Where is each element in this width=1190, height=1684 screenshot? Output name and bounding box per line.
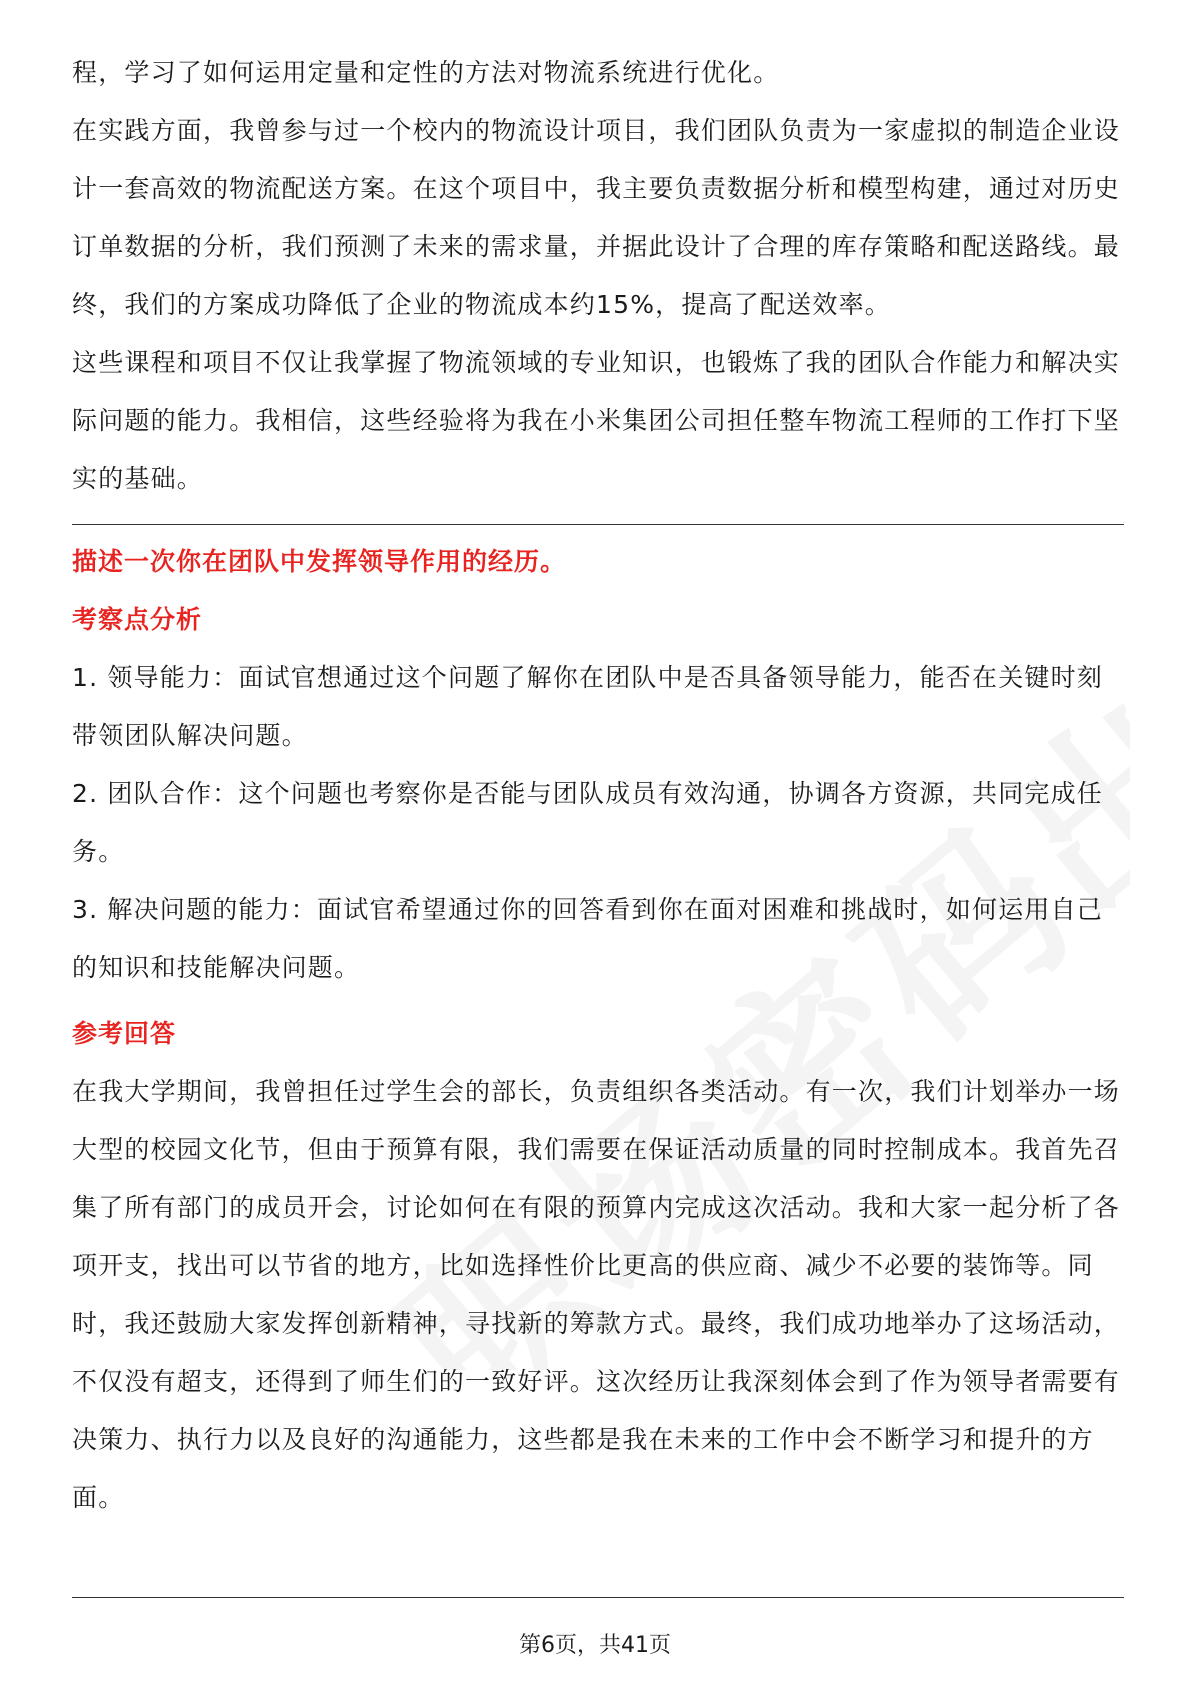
- question-title: 描述一次你在团队中发挥领导作用的经历。: [72, 547, 567, 576]
- page-number: 第6页，共41页: [519, 1633, 671, 1658]
- intro-paragraph-3: 这些课程和项目不仅让我掌握了物流领域的专业知识，也锻炼了我的团队合作能力和解决实际问题的能力。我相信，这些经验将为我在小米集团公司担任整车物流工程师的工作打下坚实的基础。: [72, 348, 1121, 493]
- analysis-heading: 考察点分析: [72, 605, 203, 634]
- intro-paragraph-1: 程，学习了如何运用定量和定性的方法对物流系统进行优化。: [72, 58, 780, 87]
- document-body: [72, 44, 1124, 1527]
- analysis-point-3: 3. 解决问题的能力：面试官希望通过你的回答看到你在面对困难和挑战时，如何运用自己的知识和技能解决问题。: [72, 895, 1104, 982]
- section-divider: [72, 524, 1124, 525]
- analysis-point-1: 1. 领导能力：面试官想通过这个问题了解你在团队中是否具备领导能力，能否在关键时刻带领团队解决问题。: [72, 663, 1104, 750]
- footer-divider: [72, 1597, 1124, 1598]
- intro-paragraph-2: 在实践方面，我曾参与过一个校内的物流设计项目，我们团队负责为一家虚拟的制造企业设计一套高效的物流配送方案。在这个项目中，我主要负责数据分析和模型构建，通过对历史订单数据的分析，我们预测了未来的需求量，并据此设计了合理的库存策略和配送路线。最终，我们的方案成功降低了企业的物流成本约15%，提高了配送效率。: [72, 116, 1121, 319]
- analysis-point-2: 2. 团队合作：这个问题也考察你是否能与团队成员有效沟通，协调各方资源，共同完成任务。: [72, 779, 1104, 866]
- answer-paragraph: 在我大学期间，我曾担任过学生会的部长，负责组织各类活动。有一次，我们计划举办一场大型的校园文化节，但由于预算有限，我们需要在保证活动质量的同时控制成本。我首先召集了所有部门的成员开会，讨论如何在有限的预算内完成这次活动。我和大家一起分析了各项开支，找出可以节省的地方，比如选择性价比更高的供应商、减少不必要的装饰等。同时，我还鼓励大家发挥创新精神，寻找新的筹款方式。最终，我们成功地举办了这场活动，不仅没有超支，还得到了师生们的一致好评。这次经历让我深刻体会到了作为领导者需要有决策力、执行力以及良好的沟通能力，这些都是我在未来的工作中会不断学习和提升的方面。: [72, 1077, 1121, 1512]
- answer-heading: 参考回答: [72, 1019, 177, 1048]
